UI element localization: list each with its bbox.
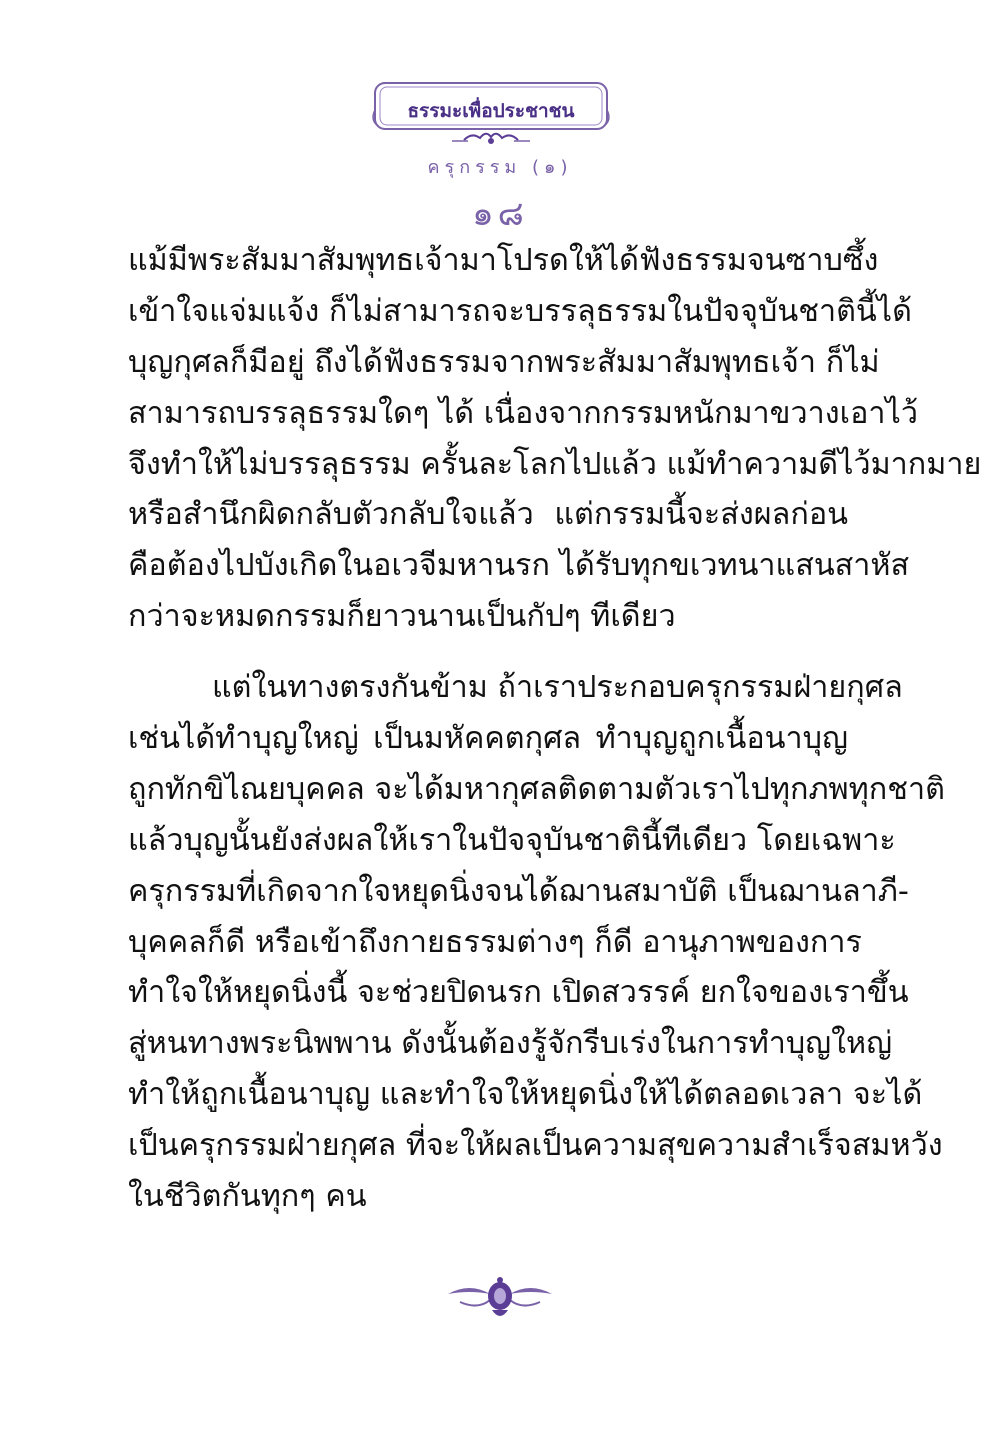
header-logo xyxy=(372,80,610,150)
logo-text: ธรรมะเพื่อประชาชน xyxy=(407,100,575,122)
text-line: ครุกรรมที่เกิดจากใจหยุดนิ่งจนได้ฌานสมาบัติ เป็นฌานลาภี- xyxy=(128,873,909,909)
text-line: ถูกทักขิไณยบุคคล จะได้มหากุศลติดตามตัวเราไปทุกภพทุกชาติ xyxy=(128,771,945,807)
text-line: จึงทำให้ไม่บรรลุธรรม ครั้นละโลกไปแล้ว แม้ทำความดีไว้มากมาย xyxy=(128,446,982,482)
text-line: ในชีวิตกันทุกๆ คน xyxy=(128,1179,367,1215)
text-line: บุคคลก็ดี หรือเข้าถึงกายธรรมต่างๆ ก็ดี อานุภาพของการ xyxy=(128,924,862,960)
text-line: สู่หนทางพระนิพพาน ดังนั้นต้องรู้จักรีบเร่งในการทำบุญใหญ่ xyxy=(128,1026,893,1062)
text-line: เป็นครุกรรมฝ่ายกุศล ที่จะให้ผลเป็นความสุขความสำเร็จสมหวัง xyxy=(128,1128,943,1164)
footer-ornament xyxy=(440,1274,560,1324)
text-line: เช่นได้ทำบุญใหญ่ เป็นมหัคคตกุศล ทำบุญถูกเนื้อนาบุญ xyxy=(128,721,848,757)
text-line: บุญกุศลก็มีอยู่ ถึงได้ฟังธรรมจากพระสัมมาสัมพุทธเจ้า ก็ไม่ xyxy=(128,344,880,380)
text-line: หรือสำนึกผิดกลับตัวกลับใจแล้ว แต่กรรมนี้จะส่งผลก่อน xyxy=(128,497,848,533)
text-line: แม้มีพระสัมมาสัมพุทธเจ้ามาโปรดให้ได้ฟังธรรมจนซาบซึ้ง xyxy=(128,243,879,278)
text-line: คือต้องไปบังเกิดในอเวจีมหานรก ได้รับทุกขเวทนาแสนสาหัส xyxy=(128,548,910,584)
text-line: เข้าใจแจ่มแจ้ง ก็ไม่สามารถจะบรรลุธรรมในปัจจุบันชาตินี้ได้ xyxy=(128,293,912,329)
text-line: ทำใจให้หยุดนิ่งนี้ จะช่วยปิดนรก เปิดสวรรค์ ยกใจของเราขึ้น xyxy=(128,975,909,1011)
body-text xyxy=(128,236,982,1223)
text-line: ทำให้ถูกเนื้อนาบุญ และทำใจให้หยุดนิ่งให้ได้ตลอดเวลา จะได้ xyxy=(128,1077,923,1113)
paragraph-1 xyxy=(128,236,982,643)
paragraph-gap xyxy=(128,643,848,663)
chapter-title: ครุกรรม (๑) xyxy=(427,157,573,178)
text-line: แล้วบุญนั้นยังส่งผลให้เราในปัจจุบันชาตินี้ทีเดียว โดยเฉพาะ xyxy=(128,822,896,858)
text-line: แต่ในทางตรงกันข้าม ถ้าเราประกอบครุกรรมฝ่ายกุศล xyxy=(212,670,903,706)
floral-ornament-icon xyxy=(440,1274,560,1324)
page-number: ๑๘ xyxy=(472,194,528,234)
paragraph-2 xyxy=(128,663,945,1223)
text-line: กว่าจะหมดกรรมก็ยาวนานเป็นกัปๆ ทีเดียว xyxy=(128,599,676,635)
text-line: สามารถบรรลุธรรมใดๆ ได้ เนื่องจากกรรมหนักมาขวางเอาไว้ xyxy=(128,395,919,431)
